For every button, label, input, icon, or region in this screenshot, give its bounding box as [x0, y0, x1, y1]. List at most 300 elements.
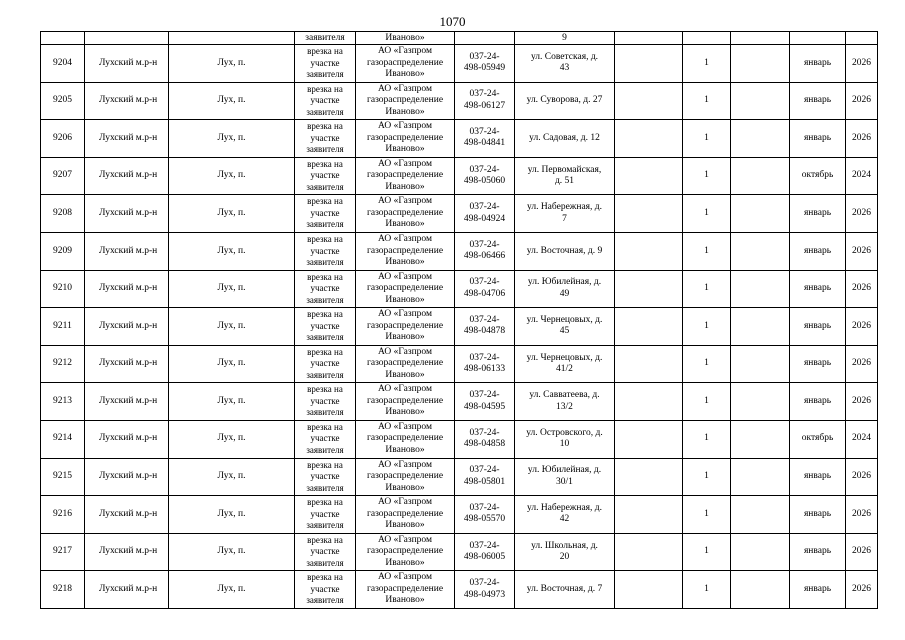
quantity-cell: 1 — [683, 120, 731, 158]
quantity-cell: 1 — [683, 345, 731, 383]
connection-cell-line: участке — [310, 471, 340, 482]
month-cell: январь — [790, 533, 846, 571]
organization-cell-line: Иваново» — [385, 557, 425, 568]
organization-cell-line: газораспределение — [366, 433, 444, 444]
settlement-cell: Лух, п. — [169, 533, 295, 571]
address-cell-line: 41/2 — [556, 364, 573, 375]
table-row — [41, 270, 878, 308]
organization-cell-line: газораспределение — [366, 471, 444, 482]
settlement-cell: Лух, п. — [169, 270, 295, 308]
empty-cell — [731, 496, 790, 534]
settlement-cell: Лух, п. — [169, 345, 295, 383]
month-cell: январь — [790, 458, 846, 496]
address-cell-line: ул. Юбилейная, д. — [527, 465, 602, 476]
organization-cell-line: Иваново» — [385, 369, 425, 380]
connection-cell-line: участке — [310, 57, 340, 68]
address-cell-line: д. 51 — [554, 176, 575, 187]
connection-cell-line: заявителя — [306, 106, 344, 117]
organization-cell-line: АО «Газпром — [377, 234, 432, 245]
empty-cell — [731, 157, 790, 195]
code-cell — [455, 195, 515, 233]
organization-cell-line: Иваново» — [385, 69, 425, 80]
year-cell: 2026 — [846, 571, 878, 609]
organization-cell-line: газораспределение — [366, 132, 444, 143]
empty-cell — [615, 232, 683, 270]
code-cell-line: 498-04841 — [463, 138, 506, 149]
empty-cell — [731, 458, 790, 496]
connection-cell-line: врезка на — [307, 421, 343, 432]
row-number-cell: 9215 — [41, 458, 85, 496]
connection-cell-line: заявителя — [306, 181, 344, 192]
code-cell — [455, 270, 515, 308]
address-cell — [515, 120, 615, 158]
organization-cell-line: газораспределение — [366, 320, 444, 331]
code-cell — [455, 458, 515, 496]
row-number-cell: 9207 — [41, 157, 85, 195]
connection-cell-line: врезка на — [307, 158, 343, 169]
code-cell-line: 498-06005 — [463, 552, 506, 563]
organization-cell — [356, 45, 455, 83]
connection-cell-line: участке — [310, 283, 340, 294]
row-number-cell: 9206 — [41, 120, 85, 158]
connection-cell-line: участке — [310, 207, 340, 218]
connection-cell-line: заявителя — [306, 407, 344, 418]
connection-cell — [295, 345, 356, 383]
connection-cell — [295, 533, 356, 571]
organization-cell-line: Иваново» — [385, 294, 425, 305]
year-cell: 2026 — [846, 45, 878, 83]
organization-cell — [356, 270, 455, 308]
district-cell: Лухский м.р-н — [85, 458, 169, 496]
organization-cell — [356, 157, 455, 195]
address-cell — [515, 420, 615, 458]
code-cell-line: 037-24- — [469, 465, 500, 476]
quantity-cell: 1 — [683, 533, 731, 571]
address-cell — [515, 270, 615, 308]
address-cell — [515, 571, 615, 609]
organization-cell-line: АО «Газпром — [377, 384, 432, 395]
table-row — [41, 45, 878, 83]
quantity-cell: 1 — [683, 157, 731, 195]
organization-cell-line: Иваново» — [385, 144, 425, 155]
address-cell-line: 13/2 — [556, 401, 573, 412]
organization-cell — [356, 232, 455, 270]
district-cell: Лухский м.р-н — [85, 120, 169, 158]
organization-cell-line: газораспределение — [366, 508, 444, 519]
quantity-cell: 1 — [683, 195, 731, 233]
empty-cell — [731, 82, 790, 120]
month-cell: январь — [790, 571, 846, 609]
empty-cell — [731, 270, 790, 308]
month-cell: январь — [790, 232, 846, 270]
code-cell-line: 498-06466 — [463, 251, 506, 262]
empty-cell — [731, 345, 790, 383]
organization-cell-line: АО «Газпром — [377, 459, 432, 470]
code-cell-line: 037-24- — [469, 390, 500, 401]
district-cell: Лухский м.р-н — [85, 571, 169, 609]
empty-cell — [615, 308, 683, 346]
code-cell — [455, 383, 515, 421]
empty-cell — [615, 571, 683, 609]
quantity-cell: 1 — [683, 82, 731, 120]
code-cell-line: 498-05060 — [463, 176, 506, 187]
quantity-cell: 1 — [683, 308, 731, 346]
organization-cell-line: АО «Газпром — [377, 121, 432, 132]
quantity-cell: 1 — [683, 232, 731, 270]
organization-cell-line: Иваново» — [385, 181, 425, 192]
organization-cell — [356, 571, 455, 609]
settlement-cell: Лух, п. — [169, 420, 295, 458]
address-cell-line: ул. Восточная, д. 7 — [526, 583, 603, 594]
code-cell-line: 037-24- — [469, 277, 500, 288]
address-cell — [515, 308, 615, 346]
quantity-cell: 1 — [683, 496, 731, 534]
code-cell-line: 498-04595 — [463, 401, 506, 412]
empty-cell — [731, 308, 790, 346]
district-cell: Лухский м.р-н — [85, 420, 169, 458]
connection-cell-line: участке — [310, 433, 340, 444]
district-cell: Лухский м.р-н — [85, 157, 169, 195]
code-cell — [455, 571, 515, 609]
address-cell-line: ул. Восточная, д. 9 — [526, 245, 603, 256]
address-cell — [515, 232, 615, 270]
row-number-cell: 9213 — [41, 383, 85, 421]
organization-cell-line: АО «Газпром — [377, 309, 432, 320]
month-cell: январь — [790, 345, 846, 383]
organization-cell-line: АО «Газпром — [377, 572, 432, 583]
code-cell-line: 037-24- — [469, 578, 500, 589]
address-cell-line: 42 — [559, 514, 570, 525]
settlement-cell: Лух, п. — [169, 383, 295, 421]
page-number: 1070 — [439, 14, 466, 29]
organization-cell-line: АО «Газпром — [377, 534, 432, 545]
year-cell: 2026 — [846, 458, 878, 496]
year-cell: 2026 — [846, 345, 878, 383]
connection-cell-line: врезка на — [307, 271, 343, 282]
address-cell-line: 20 — [559, 552, 570, 563]
settlement-cell: Лух, п. — [169, 232, 295, 270]
organization-cell-line: газораспределение — [366, 170, 444, 181]
connection-cell-line: заявителя — [306, 520, 344, 531]
address-cell — [515, 45, 615, 83]
organization-cell — [356, 120, 455, 158]
address-cell-line: ул. Островского, д. — [526, 427, 603, 438]
address-cell-line: 45 — [559, 326, 570, 337]
empty-cell — [731, 232, 790, 270]
organization-cell-line: Иваново» — [385, 332, 425, 343]
organization-cell-line: Иваново» — [385, 520, 425, 531]
year-cell: 2024 — [846, 157, 878, 195]
year-cell: 2026 — [846, 120, 878, 158]
month-cell: январь — [790, 270, 846, 308]
empty-cell — [615, 157, 683, 195]
empty-cell — [615, 345, 683, 383]
district-cell: Лухский м.р-н — [85, 270, 169, 308]
code-cell — [455, 45, 515, 83]
connection-cell-line: участке — [310, 95, 340, 106]
address-cell-line: ул. Садовая, д. 12 — [529, 132, 600, 143]
table-row — [41, 157, 878, 195]
organization-cell — [356, 420, 455, 458]
connection-cell-line: врезка на — [307, 309, 343, 320]
code-cell-line: 498-04924 — [463, 213, 506, 224]
connection-cell-line: врезка на — [307, 196, 343, 207]
settlement-cell: Лух, п. — [169, 120, 295, 158]
district-cell: Лухский м.р-н — [85, 45, 169, 83]
code-cell-line: 498-06133 — [463, 364, 506, 375]
organization-cell — [356, 345, 455, 383]
address-cell-line: 10 — [559, 439, 570, 450]
settlement-cell: Лух, п. — [169, 195, 295, 233]
organization-cell-line: газораспределение — [366, 245, 444, 256]
code-cell-line: 498-04973 — [463, 589, 506, 600]
address-cell-line: ул. Набережная, д. — [527, 202, 602, 213]
district-cell: Лухский м.р-н — [85, 345, 169, 383]
address-cell-line: ул. Савватеева, д. — [529, 390, 600, 401]
empty-cell — [615, 45, 683, 83]
table-row — [41, 308, 878, 346]
address-cell: 9 — [515, 32, 615, 45]
connection-cell — [295, 383, 356, 421]
organization-cell-line: газораспределение — [366, 358, 444, 369]
organization-cell-line: АО «Газпром — [377, 83, 432, 94]
organization-cell-line: Иваново» — [385, 407, 425, 418]
gasification-table — [40, 31, 878, 609]
connection-cell-line: участке — [310, 132, 340, 143]
year-cell: 2026 — [846, 308, 878, 346]
empty-cell — [731, 195, 790, 233]
table-row-continued — [41, 32, 878, 45]
code-cell-line: 037-24- — [469, 89, 500, 100]
address-cell — [515, 345, 615, 383]
empty-cell — [731, 45, 790, 83]
year-cell: 2026 — [846, 82, 878, 120]
empty-cell — [615, 420, 683, 458]
address-cell-line: 43 — [559, 63, 570, 74]
code-cell-line: 037-24- — [469, 202, 500, 213]
table-row — [41, 571, 878, 609]
year-cell: 2026 — [846, 270, 878, 308]
month-cell: октябрь — [790, 157, 846, 195]
row-number-cell: 9205 — [41, 82, 85, 120]
connection-cell — [295, 420, 356, 458]
district-cell: Лухский м.р-н — [85, 82, 169, 120]
table-row — [41, 533, 878, 571]
settlement-cell: Лух, п. — [169, 82, 295, 120]
connection-cell-line: участке — [310, 358, 340, 369]
code-cell — [455, 308, 515, 346]
organization-cell — [356, 308, 455, 346]
table-row — [41, 383, 878, 421]
row-number-cell: 9210 — [41, 270, 85, 308]
code-cell-line: 037-24- — [469, 126, 500, 137]
address-cell-line: 49 — [559, 288, 570, 299]
address-cell-line: ул. Чернецовых, д. — [526, 314, 603, 325]
organization-cell-line: Иваново» — [385, 444, 425, 455]
empty-cell — [615, 533, 683, 571]
settlement-cell: Лух, п. — [169, 157, 295, 195]
connection-cell — [295, 157, 356, 195]
connection-cell-line: врезка на — [307, 534, 343, 545]
organization-cell — [356, 533, 455, 571]
address-cell-line: ул. Суворова, д. 27 — [526, 95, 603, 106]
connection-cell-line: участке — [310, 245, 340, 256]
connection-cell-line: врезка на — [307, 83, 343, 94]
district-cell: Лухский м.р-н — [85, 496, 169, 534]
code-cell — [455, 120, 515, 158]
code-cell-line: 037-24- — [469, 314, 500, 325]
code-cell-line: 498-05570 — [463, 514, 506, 525]
organization-cell-line: газораспределение — [366, 546, 444, 557]
row-number-cell: 9214 — [41, 420, 85, 458]
connection-cell — [295, 120, 356, 158]
month-cell: январь — [790, 383, 846, 421]
organization-cell-line: АО «Газпром — [377, 346, 432, 357]
code-cell-line: 498-04858 — [463, 439, 506, 450]
connection-cell-line: заявителя — [306, 482, 344, 493]
connection-cell-line: заявителя — [306, 444, 344, 455]
connection-cell-line: участке — [310, 546, 340, 557]
code-cell — [455, 533, 515, 571]
code-cell-line: 037-24- — [469, 164, 500, 175]
organization-cell-line: АО «Газпром — [377, 158, 432, 169]
address-cell-line: ул. Первомайская, — [527, 164, 602, 175]
empty-cell — [615, 82, 683, 120]
code-cell-line: 037-24- — [469, 502, 500, 513]
organization-cell-line: Иваново» — [385, 106, 425, 117]
address-cell-line: ул. Юбилейная, д. — [527, 277, 602, 288]
connection-cell — [295, 232, 356, 270]
settlement-cell: Лух, п. — [169, 458, 295, 496]
organization-cell-line: газораспределение — [366, 583, 444, 594]
code-cell — [455, 82, 515, 120]
connection-cell-line: заявителя — [306, 294, 344, 305]
table-row — [41, 120, 878, 158]
code-cell-line: 498-05949 — [463, 63, 506, 74]
connection-cell-line: заявителя — [306, 369, 344, 380]
code-cell-line: 498-05801 — [463, 476, 506, 487]
month-cell: январь — [790, 496, 846, 534]
code-cell — [455, 345, 515, 383]
organization-cell-line: газораспределение — [366, 395, 444, 406]
settlement-cell: Лух, п. — [169, 45, 295, 83]
year-cell: 2026 — [846, 383, 878, 421]
empty-cell — [731, 533, 790, 571]
address-cell — [515, 82, 615, 120]
organization-cell-line: газораспределение — [366, 207, 444, 218]
organization-cell-line: АО «Газпром — [377, 271, 432, 282]
connection-cell-line: заявителя — [306, 557, 344, 568]
empty-cell — [731, 383, 790, 421]
organization-cell: Иваново» — [356, 32, 455, 45]
empty-cell — [615, 120, 683, 158]
organization-cell-line: Иваново» — [385, 482, 425, 493]
organization-cell-line: Иваново» — [385, 595, 425, 606]
code-cell-line: 037-24- — [469, 427, 500, 438]
connection-cell-line: заявителя — [306, 219, 344, 230]
empty-cell — [615, 270, 683, 308]
address-cell — [515, 496, 615, 534]
table-row — [41, 82, 878, 120]
row-number-cell: 9211 — [41, 308, 85, 346]
organization-cell — [356, 195, 455, 233]
connection-cell — [295, 270, 356, 308]
organization-cell-line: Иваново» — [385, 257, 425, 268]
connection-cell-line: врезка на — [307, 459, 343, 470]
connection-cell-line: заявителя — [306, 69, 344, 80]
code-cell-line: 037-24- — [469, 540, 500, 551]
address-cell-line: ул. Советская, д. — [530, 51, 599, 62]
quantity-cell: 1 — [683, 571, 731, 609]
table-row — [41, 232, 878, 270]
connection-cell-line: участке — [310, 170, 340, 181]
month-cell: январь — [790, 82, 846, 120]
code-cell — [455, 157, 515, 195]
month-cell: январь — [790, 45, 846, 83]
month-cell: октябрь — [790, 420, 846, 458]
empty-cell — [615, 195, 683, 233]
connection-cell-line: врезка на — [307, 46, 343, 57]
connection-cell — [295, 195, 356, 233]
district-cell: Лухский м.р-н — [85, 383, 169, 421]
address-cell-line: ул. Школьная, д. — [531, 540, 598, 551]
organization-cell — [356, 458, 455, 496]
district-cell: Лухский м.р-н — [85, 308, 169, 346]
row-number-cell: 9216 — [41, 496, 85, 534]
connection-cell-line: врезка на — [307, 497, 343, 508]
month-cell: январь — [790, 120, 846, 158]
table-row — [41, 496, 878, 534]
organization-cell-line: АО «Газпром — [377, 497, 432, 508]
quantity-cell: 1 — [683, 45, 731, 83]
year-cell: 2026 — [846, 533, 878, 571]
organization-cell-line: газораспределение — [366, 95, 444, 106]
code-cell-line: 498-04706 — [463, 288, 506, 299]
connection-cell-line: заявителя — [306, 332, 344, 343]
connection-cell-line: врезка на — [307, 234, 343, 245]
row-number-cell: 9208 — [41, 195, 85, 233]
empty-cell — [731, 571, 790, 609]
quantity-cell: 1 — [683, 458, 731, 496]
year-cell: 2026 — [846, 232, 878, 270]
empty-cell — [615, 496, 683, 534]
code-cell-line: 037-24- — [469, 239, 500, 250]
quantity-cell: 1 — [683, 383, 731, 421]
connection-cell — [295, 496, 356, 534]
quantity-cell: 1 — [683, 270, 731, 308]
table-row — [41, 195, 878, 233]
organization-cell — [356, 82, 455, 120]
connection-cell-line: участке — [310, 320, 340, 331]
row-number-cell: 9204 — [41, 45, 85, 83]
organization-cell — [356, 383, 455, 421]
code-cell-line: 498-06127 — [463, 100, 506, 111]
row-number-cell: 9212 — [41, 345, 85, 383]
row-number-cell: 9217 — [41, 533, 85, 571]
code-cell-line: 037-24- — [469, 352, 500, 363]
connection-cell-line: врезка на — [307, 384, 343, 395]
row-number-cell: 9209 — [41, 232, 85, 270]
organization-cell-line: газораспределение — [366, 57, 444, 68]
table-row — [41, 420, 878, 458]
code-cell — [455, 496, 515, 534]
organization-cell-line: газораспределение — [366, 283, 444, 294]
organization-cell-line: АО «Газпром — [377, 421, 432, 432]
row-number-cell: 9218 — [41, 571, 85, 609]
settlement-cell: Лух, п. — [169, 571, 295, 609]
address-cell-line: 30/1 — [556, 476, 573, 487]
empty-cell — [615, 458, 683, 496]
